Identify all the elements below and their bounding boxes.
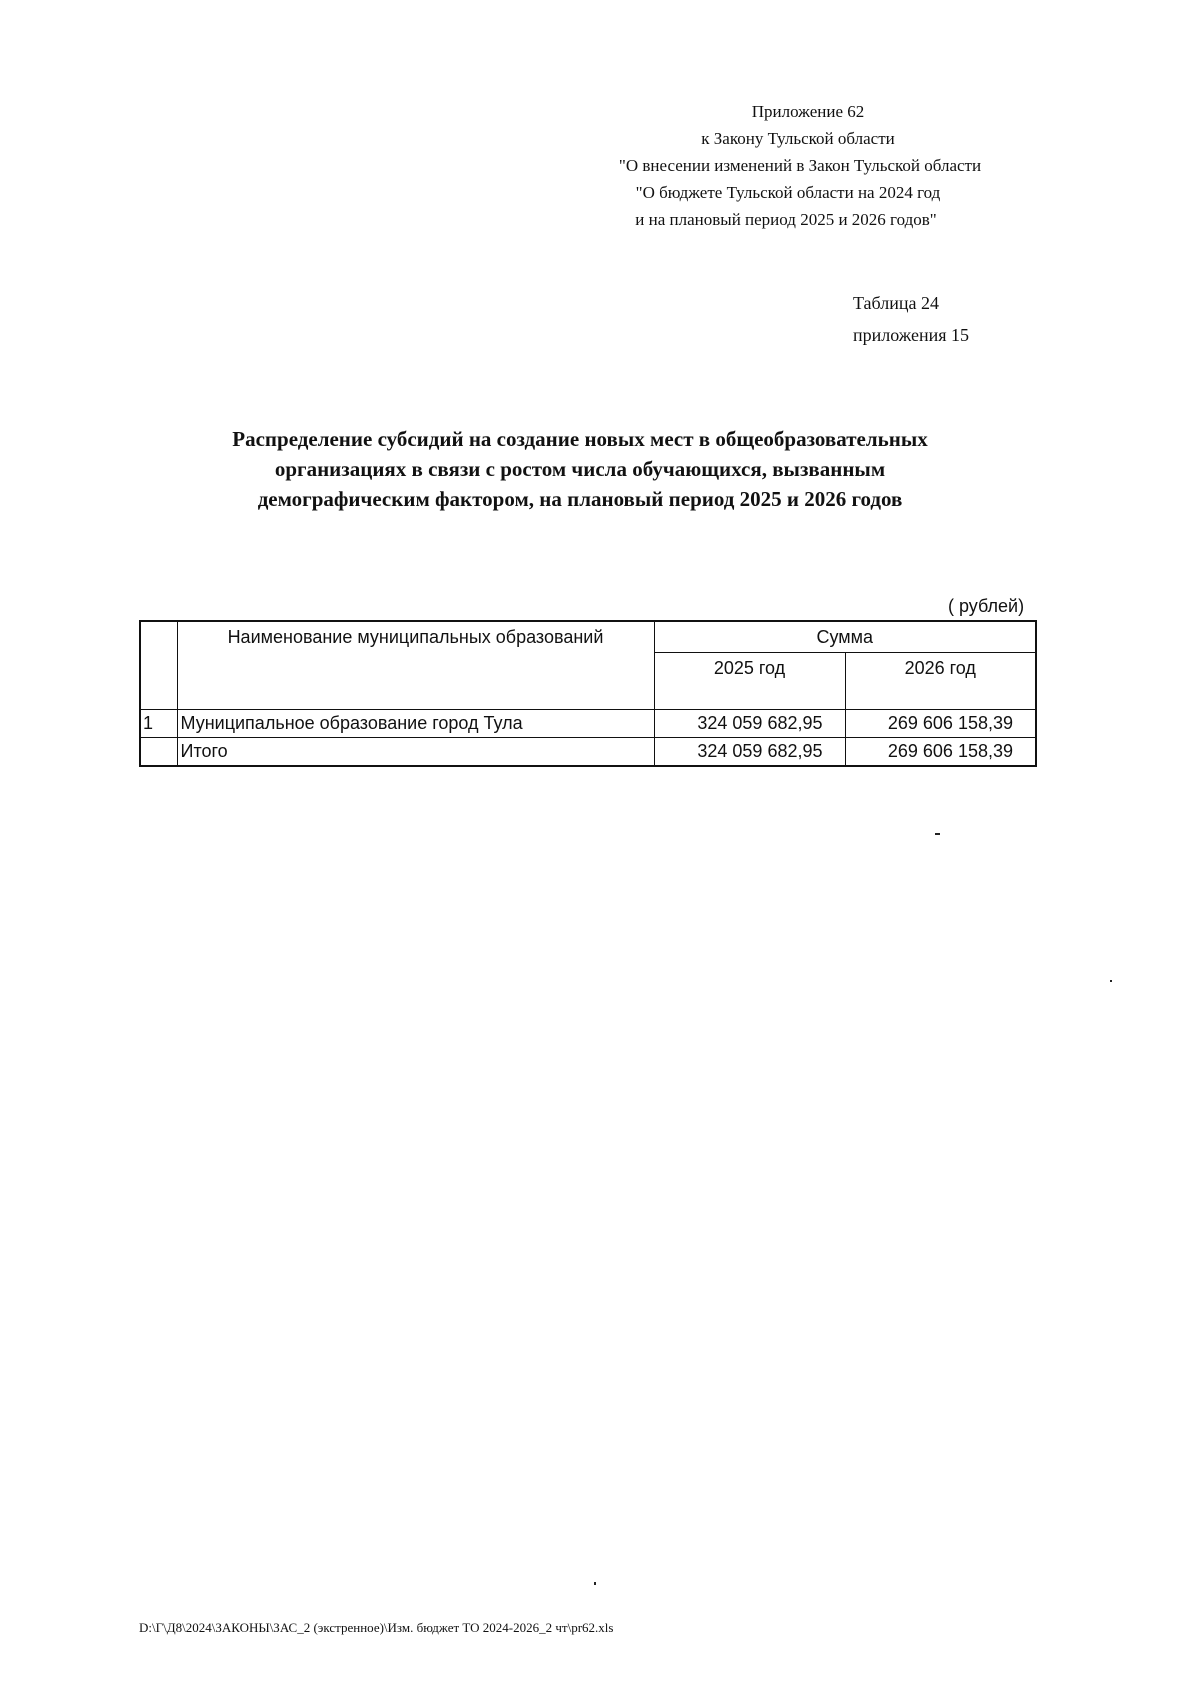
row-number: 1 [140,710,177,738]
scan-mark [935,833,940,835]
scan-mark [1110,980,1112,982]
appendix-header [590,98,1010,233]
row-municipality-name: Муниципальное образование город Тула [177,710,654,738]
total-label: Итого [177,738,654,767]
subsidy-table [139,620,1037,767]
header-year-2025: 2025 год [654,653,845,710]
footer-file-path: D:\Г\Д8\2024\ЗАКОНЫ\ЗАС_2 (экстренное)\Изм. бюджет ТО 2024-2026_2 чт\pr62.xls [139,1620,614,1635]
total-value-2026: 269 606 158,39 [845,738,1036,767]
table-reference [853,287,969,351]
header-name-cell: Наименование муниципальных образований [177,621,654,710]
title-line-3: демографическим фактором, на плановый период 2025 и 2026 годов [257,487,903,511]
table-total-row [140,738,1036,767]
appendix-law-title-2: "О бюджете Тульской области на 2024 год [635,183,941,202]
total-value-2025: 324 059 682,95 [654,738,845,767]
document-title [150,424,1010,514]
title-line-1: Распределение субсидий на создание новых мест в общеобразовательных [232,427,928,451]
scan-mark [594,1582,596,1585]
total-number-cell [140,738,177,767]
table-header-row [140,621,1036,653]
header-number-cell [140,621,177,710]
appendix-law-ref: к Закону Тульской области [701,129,895,148]
row-value-2026: 269 606 158,39 [845,710,1036,738]
unit-label: ( рублей) [948,596,1025,616]
table-number: Таблица 24 [853,293,939,313]
header-year-2026: 2026 год [845,653,1036,710]
table-appendix-ref: приложения 15 [853,325,970,345]
table-row [140,710,1036,738]
appendix-law-title-3: и на плановый период 2025 и 2026 годов" [635,210,937,229]
title-line-2: организациях в связи с ростом числа обучающихся, вызванным [274,457,886,481]
appendix-number: Приложение 62 [751,102,865,121]
row-value-2025: 324 059 682,95 [654,710,845,738]
appendix-law-title-1: "О внесении изменений в Закон Тульской области [618,156,982,175]
header-sum-cell: Сумма [654,621,1036,653]
